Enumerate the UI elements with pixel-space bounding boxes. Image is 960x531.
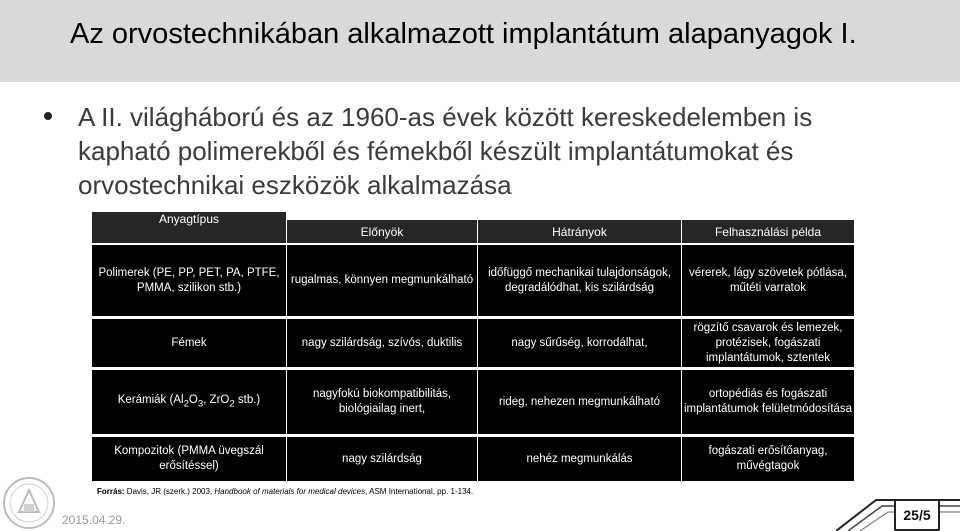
university-logo-icon — [2, 476, 56, 530]
table-cell-ceramics — [92, 370, 286, 434]
table-cell: nagyfokú biokompatibilitás, biológiailag inert, — [312, 388, 452, 415]
table-cell: nagy sűrűség, korrodálhat, — [511, 336, 648, 349]
table-cell: nagy szilárdság — [342, 452, 422, 465]
header-elonyok: Előnyök — [287, 220, 477, 243]
table-cell: időfüggő mechanikai tulajdonságok, degradálódhat, kis szilárdság — [488, 266, 671, 294]
bullet-dot — [44, 112, 52, 120]
table-cell: Kompozitok (PMMA üvegszál erősítéssel) — [114, 445, 264, 472]
table-cell: nehéz megmunkálás — [526, 452, 633, 465]
slide-date: 2015.04.29. — [62, 513, 126, 527]
bullet-text: A II. világháború és az 1960-as évek között kereskedelemben is kapható polimerekből és fémekből készült implantátumokat és orvostechnikai eszközök alkalmazása — [78, 102, 813, 200]
table-cell: Polimerek (PE, PP, PET, PA, PTFE, PMMA, szilikon stb.) — [98, 266, 280, 294]
header-anyagtipus: Anyagtípus — [92, 212, 286, 243]
header-felhasznalasi-pelda: Felhasználási példa — [682, 220, 854, 243]
table-cell: rugalmas, könnyen megmunkálható — [290, 274, 474, 286]
table-cell: vérerek, lágy szövetek pótlása, műtéti varratok — [689, 266, 847, 294]
slide-title: Az orvostechnikában alkalmazott implantátum alapanyagok I. — [70, 18, 857, 50]
table-cell: nagy szilárdság, szívós, duktilis — [301, 336, 463, 349]
table-cell: rögzítő csavarok és lemezek, protézisek, fogászati implantátumok, sztentek — [693, 321, 843, 364]
table-cell: Fémek — [171, 336, 207, 349]
table-cell: ortopédiás és fogászati implantátumok felületmódosítása — [683, 388, 853, 415]
ceramics-label: Kerámiák ($Al_2O_3$, ZrO$_2$ stb.) — [117, 393, 261, 410]
header-hatranyok: Hátrányok — [478, 220, 681, 243]
table-cell: fogászati erősítőanyag, művégtagok — [708, 445, 828, 472]
table-cell: rideg, nehezen megmunkálható — [498, 395, 661, 408]
source-footnote: Forrás: Davis, JR (szerk.) 2003, Handbook of materials for medical devices, ASM International, pp. 1-134. — [97, 487, 474, 496]
page-number: 25/5 — [894, 499, 940, 531]
